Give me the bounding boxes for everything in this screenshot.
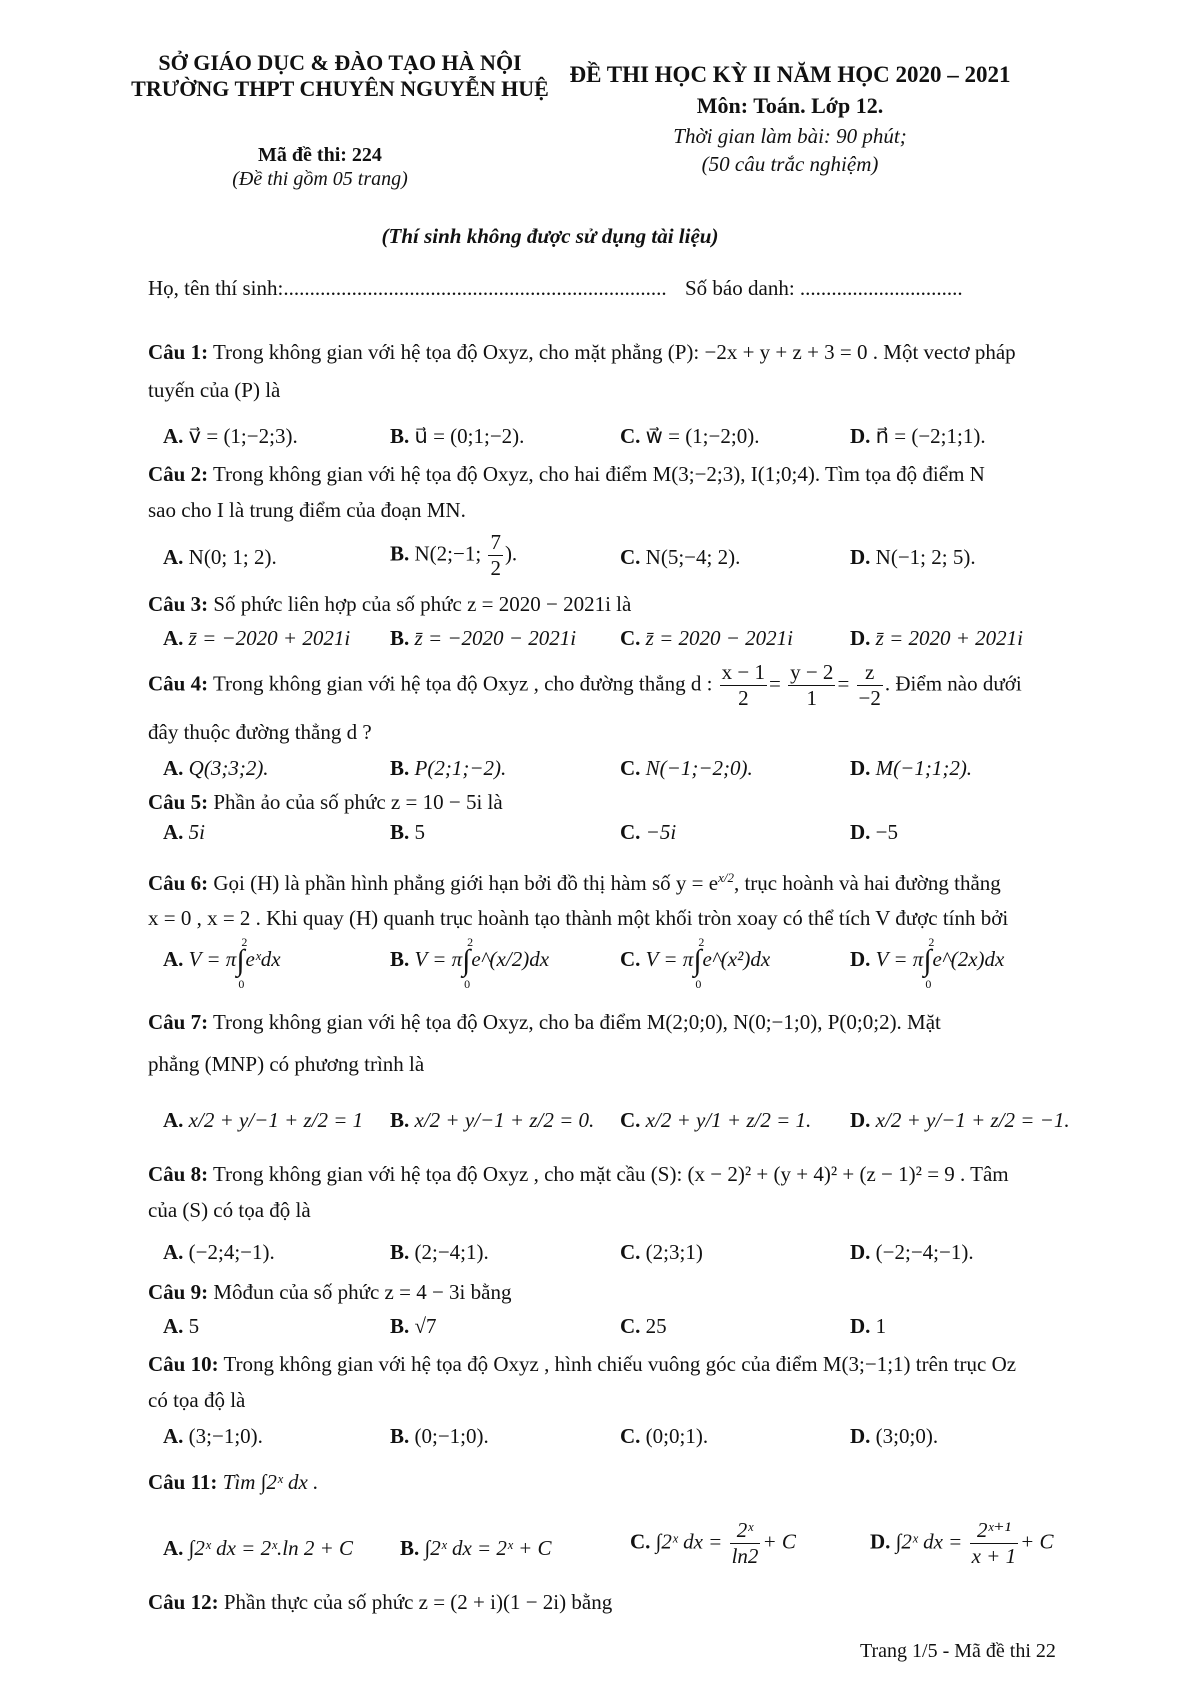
q6-option-a: A. V = π∫ 2 0 eˣdx bbox=[163, 935, 281, 991]
q1-option-a: A. v⃗ = (1;−2;3). bbox=[163, 424, 298, 448]
q11-option-d: D. ∫2ˣ dx = $\frac{\text{2ˣ⁺¹}}{x + 1}$ + C bbox=[870, 1518, 1054, 1568]
question-7-line2: phẳng (MNP) có phương trình là bbox=[148, 1052, 425, 1076]
q5-option-b: B. 5 bbox=[390, 820, 426, 844]
page-footer: Trang 1/5 - Mã đề thi 22 bbox=[860, 1640, 1056, 1662]
q3-option-a: A. z̄ = −2020 + 2021i bbox=[163, 626, 351, 650]
q7-option-d: D. x/2 + y/−1 + z/2 = −1. bbox=[850, 1108, 1070, 1132]
q6-option-b: B. V = π∫ 2 0 e^(x/2)dx bbox=[390, 935, 550, 991]
q5-option-a: A. 5i bbox=[163, 820, 206, 844]
question-8: Câu 8: Trong không gian với hệ tọa độ Oxyz , cho mặt cầu (S): (x − 2)² + (y + 4)² + (z − 1)² = 9 . Tâm bbox=[148, 1162, 1009, 1186]
q8-option-b: B. (2;−4;1). bbox=[390, 1240, 489, 1264]
question-6-line2: x = 0 , x = 2 . Khi quay (H) quanh trục hoành tạo thành một khối tròn xoay có thể tích V được tính bởi bbox=[148, 906, 1009, 930]
q10-option-d: D. (3;0;0). bbox=[850, 1424, 939, 1448]
q3-option-b: B. z̄ = −2020 − 2021i bbox=[390, 626, 577, 650]
q5-option-c: C. −5i bbox=[620, 820, 677, 844]
q11-option-a: A. ∫2ˣ dx = 2ˣ.ln 2 + C bbox=[163, 1536, 354, 1560]
q10-option-a: A. (3;−1;0). bbox=[163, 1424, 263, 1448]
q2-option-c: C. N(5;−4; 2). bbox=[620, 545, 741, 569]
q6-option-c: C. V = π∫ 2 0 e^(x²)dx bbox=[620, 935, 771, 991]
question-text: Trong không gian với hệ tọa độ Oxyz, cho mặt phẳng (P): −2x + y + z + 3 = 0 . Một vectơ pháp bbox=[208, 340, 1016, 364]
q2-option-a: A. N(0; 1; 2). bbox=[163, 545, 277, 569]
question-10-line2: có tọa độ là bbox=[148, 1388, 246, 1412]
question-5: Câu 5: Phần ảo của số phức z = 10 − 5i là bbox=[148, 790, 503, 814]
q10-option-c: C. (0;0;1). bbox=[620, 1424, 709, 1448]
time-limit: Thời gian làm bài: 90 phút; bbox=[673, 124, 907, 148]
q9-option-a: A. 5 bbox=[163, 1314, 200, 1338]
question-1-line2: tuyến của (P) là bbox=[148, 378, 281, 402]
q9-option-d: D. 1 bbox=[850, 1314, 887, 1338]
q10-option-b: B. (0;−1;0). bbox=[390, 1424, 489, 1448]
question-2-line2: sao cho I là trung điểm của đoạn MN. bbox=[148, 498, 466, 522]
question-4: Câu 4: Trong không gian với hệ tọa độ Oxyz , cho đường thẳng d : $\frac{x - 1}{2}$ = $\frac{y - 2}{1}$ = $\frac{z}{-2}$ . Điểm nào dưới bbox=[148, 660, 1022, 710]
q4-option-d: D. M(−1;1;2). bbox=[850, 756, 973, 780]
q4-option-a: A. Q(3;3;2). bbox=[163, 756, 269, 780]
question-12: Câu 12: Phần thực của số phức z = (2 + i)(1 − 2i) bằng bbox=[148, 1590, 613, 1614]
q1-option-c: C. w⃗ = (1;−2;0). bbox=[620, 424, 760, 448]
exam-title: ĐỀ THI HỌC KỲ II NĂM HỌC 2020 – 2021 bbox=[569, 62, 1011, 87]
q8-option-a: A. (−2;4;−1). bbox=[163, 1240, 275, 1264]
question-7: Câu 7: Trong không gian với hệ tọa độ Oxyz, cho ba điểm M(2;0;0), N(0;−1;0), P(0;0;2). Mặt bbox=[148, 1010, 941, 1034]
school-name: TRƯỜNG THPT CHUYÊN NGUYỄN HUỆ bbox=[131, 76, 549, 101]
q4-option-c: C. N(−1;−2;0). bbox=[620, 756, 753, 780]
question-3: Câu 3: Số phức liên hợp của số phức z = 2020 − 2021i là bbox=[148, 592, 632, 616]
question-count: (50 câu trắc nghiệm) bbox=[701, 152, 879, 176]
q3-option-c: C. z̄ = 2020 − 2021i bbox=[620, 626, 794, 650]
q9-option-b: B. √7 bbox=[390, 1314, 437, 1338]
subject-line: Môn: Toán. Lớp 12. bbox=[696, 93, 884, 118]
q2-option-d: D. N(−1; 2; 5). bbox=[850, 545, 976, 569]
question-4-line2: đây thuộc đường thẳng d ? bbox=[148, 720, 372, 744]
q1-option-b: B. u⃗ = (0;1;−2). bbox=[390, 424, 525, 448]
question-label: Câu 1: bbox=[148, 340, 209, 364]
question-8-line2: của (S) có tọa độ là bbox=[148, 1198, 311, 1222]
q7-option-a: A. x/2 + y/−1 + z/2 = 1 bbox=[163, 1108, 364, 1132]
page-count-note: (Đề thi gồm 05 trang) bbox=[232, 168, 408, 190]
student-id-field: Số báo danh: ............................... bbox=[685, 276, 963, 300]
question-9: Câu 9: Môđun của số phức z = 4 − 3i bằng bbox=[148, 1280, 512, 1304]
q3-option-d: D. z̄ = 2020 + 2021i bbox=[850, 626, 1024, 650]
q11-option-c: C. ∫2ˣ dx = $\frac{\text{2ˣ}}{\ln 2}$ + C bbox=[630, 1518, 796, 1568]
notice: (Thí sinh không được sử dụng tài liệu) bbox=[381, 224, 719, 248]
question-6: Câu 6: Gọi (H) là phần hình phẳng giới hạn bởi đồ thị hàm số $y = e^{x/2}$, trục hoành và hai đường thẳng bbox=[148, 870, 1001, 895]
q2-option-b: B. N(2;−1; $\frac{7}{2}$ ). bbox=[390, 530, 518, 580]
question-1 bbox=[148, 340, 1016, 365]
q4-option-b: B. P(2;1;−2). bbox=[390, 756, 507, 780]
q5-option-d: D. −5 bbox=[850, 820, 899, 844]
q8-option-d: D. (−2;−4;−1). bbox=[850, 1240, 974, 1264]
q7-option-b: B. x/2 + y/−1 + z/2 = 0. bbox=[390, 1108, 595, 1132]
q1-option-d: D. n⃗ = (−2;1;1). bbox=[850, 424, 986, 448]
exam-code: Mã đề thi: 224 bbox=[258, 144, 382, 166]
department-name: SỞ GIÁO DỤC & ĐÀO TẠO HÀ NỘI bbox=[158, 50, 522, 75]
q6-option-d: D. V = π∫ 2 0 e^(2x)dx bbox=[850, 935, 1005, 991]
q11-option-b: B. ∫2ˣ dx = 2ˣ + C bbox=[400, 1536, 552, 1560]
question-2: Câu 2: Trong không gian với hệ tọa độ Oxyz, cho hai điểm M(3;−2;3), I(1;0;4). Tìm tọa độ điểm N bbox=[148, 462, 985, 486]
q9-option-c: C. 25 bbox=[620, 1314, 667, 1338]
student-name-field: Họ, tên thí sinh:......................................................................... bbox=[148, 276, 667, 300]
q8-option-c: C. (2;3;1) bbox=[620, 1240, 703, 1264]
question-11: Câu 11: Tìm ∫2ˣ dx . bbox=[148, 1470, 319, 1494]
question-10: Câu 10: Trong không gian với hệ tọa độ Oxyz , hình chiếu vuông góc của điểm M(3;−1;1) trên trục Oz bbox=[148, 1352, 1017, 1376]
q7-option-c: C. x/2 + y/1 + z/2 = 1. bbox=[620, 1108, 812, 1132]
